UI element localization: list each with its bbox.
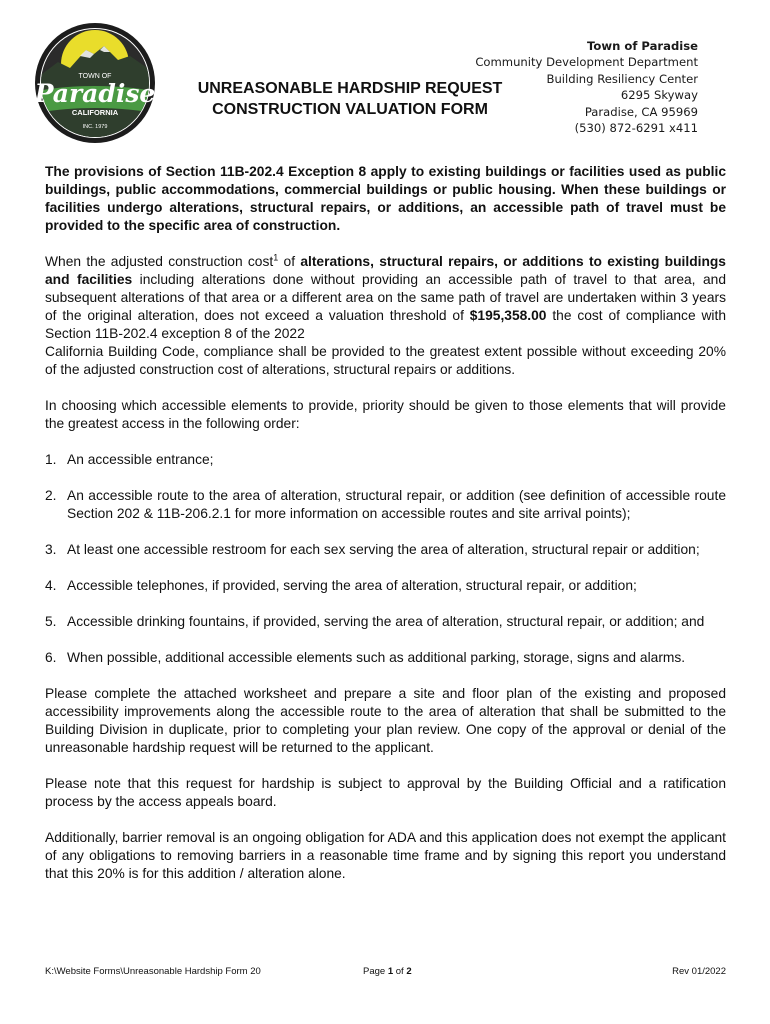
list-text: An accessible entrance; bbox=[67, 452, 214, 467]
valuation-paragraph bbox=[45, 253, 726, 379]
town-of-paradise-logo bbox=[34, 22, 156, 144]
form-title-line1: UNREASONABLE HARDSHIP REQUEST bbox=[197, 80, 503, 97]
page-total: 2 bbox=[406, 966, 412, 977]
list-number: 4. bbox=[45, 578, 57, 593]
list-item bbox=[45, 487, 726, 523]
list-number: 2. bbox=[45, 488, 57, 503]
logo-top-text: TOWN OF bbox=[78, 73, 112, 80]
valuation-bold-scope: alterations, structural repairs, or additions to existing buildings and facilities bbox=[45, 254, 726, 287]
worksheet-paragraph: Please complete the attached worksheet and prepare a site and floor plan of the existing and proposed accessibility improvements along the accessible route to the area of alteration that shall be submitted to the Building Division in duplicate, prior to completing your plan review. One copy of the approval or denial of the unreasonable hardship request will be returned to the applicant. bbox=[45, 686, 726, 755]
footer-revision: Rev 01/2022 bbox=[672, 966, 726, 977]
logo-state: CALIFORNIA bbox=[71, 108, 119, 117]
valuation-threshold: $195,358.00 bbox=[469, 308, 547, 323]
list-item bbox=[45, 541, 726, 559]
list-number: 3. bbox=[45, 542, 57, 557]
document-body bbox=[45, 163, 726, 901]
list-text: An accessible route to the area of alteration, structural repair, or addition (see definition of accessible route Section 202 & 11B-206.2.1 for more information on accessible routes and site arrival points); bbox=[67, 488, 726, 521]
list-text: Accessible drinking fountains, if provided, serving the area of alteration, structural repair, or addition; and bbox=[67, 614, 705, 629]
list-item bbox=[45, 613, 726, 631]
org-name: Town of Paradise bbox=[587, 39, 698, 53]
center-name: Building Resiliency Center bbox=[546, 71, 698, 86]
approval-paragraph: Please note that this request for hardship is subject to approval by the Building Official and a ratification process by the access appeals board. bbox=[45, 776, 726, 809]
page-current: 1 bbox=[387, 966, 394, 977]
valuation-text-e: California Building Code, compliance shall be provided to the greatest extent possible without exceeding 20% of the adjusted construction cost of alterations, structural repairs or additions. bbox=[45, 344, 726, 377]
form-title-line2: CONSTRUCTION VALUATION FORM bbox=[212, 101, 488, 118]
list-item bbox=[45, 649, 726, 667]
address-block bbox=[448, 38, 698, 136]
intro-paragraph: The provisions of Section 11B-202.4 Exception 8 apply to existing buildings or facilities used as public buildings, public accommodations, commercial buildings or public housing. When these buildings or facilities undergo alterations, structural repairs, or additions, an accessible path of travel must be provided to the specific area of construction. bbox=[45, 164, 726, 233]
list-text: When possible, additional accessible elements such as additional parking, storage, signs and alarms. bbox=[67, 650, 686, 665]
list-number: 6. bbox=[45, 650, 57, 665]
page-footer bbox=[45, 966, 726, 980]
valuation-text-d: the cost of compliance with Section 11B-202.4 exception 8 of the 2022 bbox=[45, 308, 726, 341]
priority-list bbox=[45, 451, 726, 667]
list-text: Accessible telephones, if provided, serving the area of alteration, structural repair, or addition; bbox=[67, 578, 637, 593]
footer-page-number bbox=[363, 966, 412, 977]
ada-paragraph: Additionally, barrier removal is an ongoing obligation for ADA and this application does not exempt the applicant of any obligations to removing barriers in a reasonable time frame and by signing this report you understand that this 20% is for this addition / alteration alone. bbox=[45, 830, 726, 881]
street-address: 6295 Skyway bbox=[620, 88, 698, 103]
dept-name: Community Development Department bbox=[475, 55, 698, 70]
page-label: Page bbox=[363, 966, 388, 977]
list-number: 1. bbox=[45, 452, 57, 467]
page-of: of bbox=[393, 966, 407, 977]
list-item bbox=[45, 577, 726, 595]
logo-inc: INC. 1979 bbox=[82, 124, 108, 130]
valuation-text-a: When the adjusted construction cost bbox=[45, 254, 274, 269]
city-address: Paradise, CA 95969 bbox=[584, 104, 698, 119]
list-text: At least one accessible restroom for each sex serving the area of alteration, structural repair or addition; bbox=[67, 542, 700, 557]
footer-file-path: K:\Website Forms\Unreasonable Hardship Form 20 bbox=[45, 966, 261, 977]
list-item bbox=[45, 451, 726, 469]
footnote-marker: 1 bbox=[273, 252, 279, 263]
priority-paragraph: In choosing which accessible elements to provide, priority should be given to those elements that will provide the greatest access in the following order: bbox=[45, 398, 726, 431]
list-number: 5. bbox=[45, 614, 57, 629]
phone-number: (530) 872-6291 x411 bbox=[574, 121, 698, 136]
logo-name: Paradise bbox=[34, 79, 156, 108]
valuation-text-b: of bbox=[278, 254, 301, 269]
valuation-text-c: including alterations done without providing an accessible path of travel to that area, and subsequent alterations of that area or a different area on the same path of travel are undertaken within 3 years of the original alteration, does not exceed a valuation threshold of bbox=[45, 272, 726, 323]
